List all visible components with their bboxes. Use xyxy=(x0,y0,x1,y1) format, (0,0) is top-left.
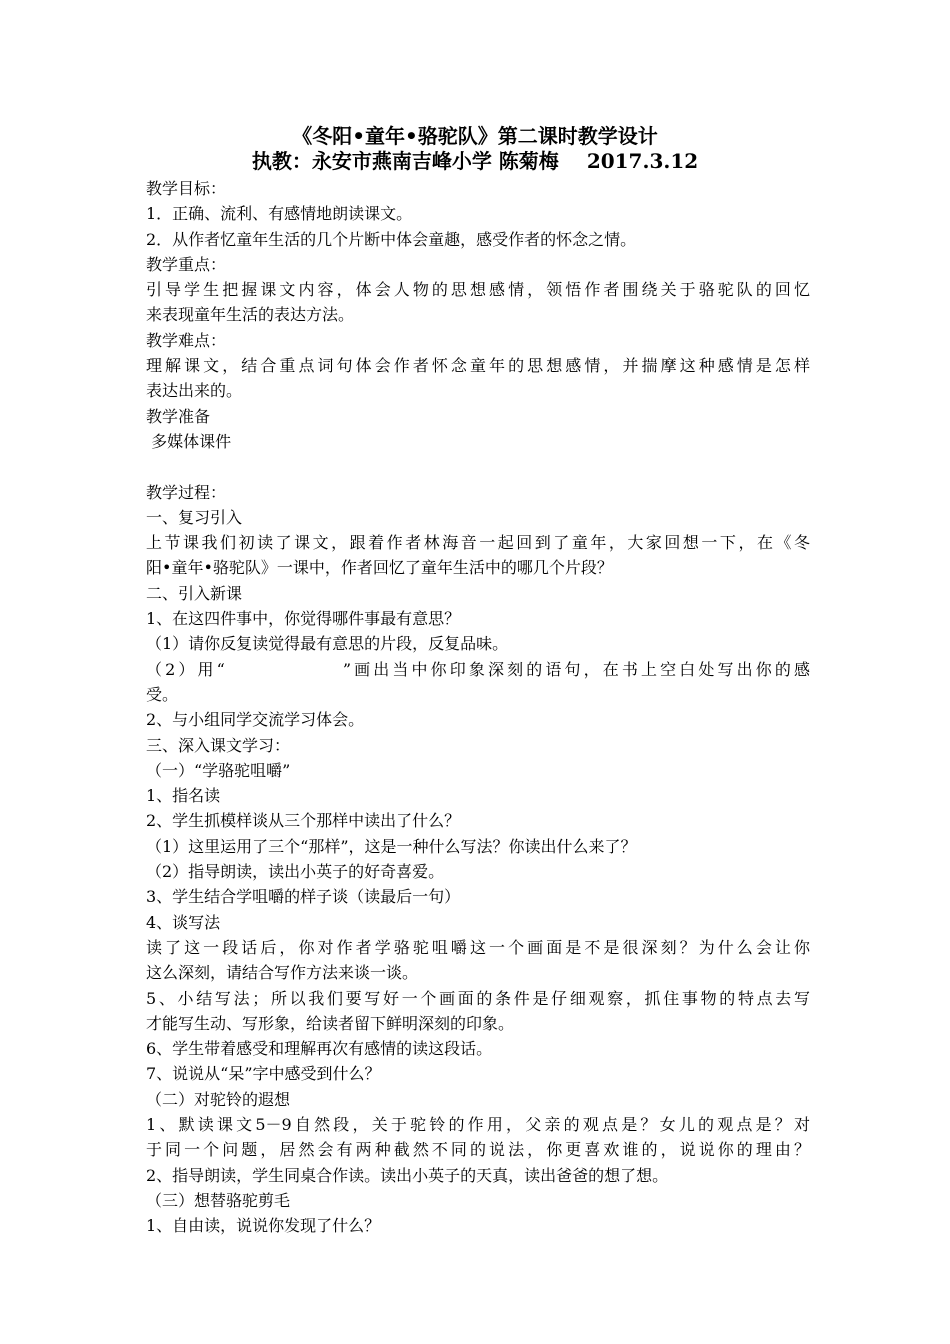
paragraph-line: 引导学生把握课文内容，体会人物的思想感情，领悟作者围绕关于骆驼队的回忆 xyxy=(146,280,810,300)
list-item xyxy=(146,657,810,682)
date-text: 2017.3.12 xyxy=(586,149,699,173)
section-heading-difficulties: 教学难点： xyxy=(146,330,227,350)
section-heading-process: 教学过程： xyxy=(146,482,227,502)
paragraph-line: 才能写生动、写形象，给读者留下鲜明深刻的印象。 xyxy=(146,1013,515,1033)
list-item: 1、指名读 xyxy=(146,786,221,806)
objective-item: 1．正确、流利、有感情地朗读课文。 xyxy=(146,204,413,224)
list-item: 4、谈写法 xyxy=(146,912,221,932)
list-item: 7、说说从“呆”字中感受到什么？ xyxy=(146,1064,381,1084)
list-item: 1、默读课文5－9自然段，关于驼铃的作用，父亲的观点是？女儿的观点是？对 xyxy=(146,1114,810,1134)
list-item: （1）这里运用了三个“那样”，这是一种什么写法？你读出什么来了？ xyxy=(146,836,637,856)
list-item: 1、自由读，说说你发现了什么？ xyxy=(146,1216,381,1236)
paragraph-line: 于同一个问题，居然会有两种截然不同的说法，你更喜欢谁的，说说你的理由？ xyxy=(146,1140,810,1160)
paragraph-line: 受。 xyxy=(146,684,179,704)
blank-line xyxy=(146,454,810,479)
paragraph-line: 理解课文，结合重点词句体会作者怀念童年的思想感情，并揣摩这种感情是怎样 xyxy=(146,356,810,376)
line-part: ”画出当中你印象深刻的语句，在书上空白处写出你的感 xyxy=(342,659,810,679)
step-heading: 三、深入课文学习： xyxy=(146,735,291,755)
paragraph-line: 来表现童年生活的表达方法。 xyxy=(146,305,355,325)
sub-heading: （二）对驼铃的遐想 xyxy=(146,1089,291,1109)
paragraph-line: 表达出来的。 xyxy=(146,381,243,401)
section-heading-objectives: 教学目标： xyxy=(146,179,227,198)
list-item: 6、学生带着感受和理解再次有感情的读这段话。 xyxy=(146,1039,493,1059)
list-item: 2、指导朗读，学生同桌合作读。读出小英子的天真，读出爸爸的想了想。 xyxy=(146,1165,669,1185)
sub-heading: （三）想替骆驼剪毛 xyxy=(146,1190,291,1210)
list-item: 2、学生抓模样谈从三个那样中读出了什么？ xyxy=(146,811,461,831)
author-line: 执教：永安市燕南吉峰小学 陈菊梅 xyxy=(251,149,559,173)
document-title: 《冬阳•童年•骆驼队》第二课时教学设计 xyxy=(292,124,658,148)
section-heading-key-points: 教学重点： xyxy=(146,254,227,274)
list-item: 2、与小组同学交流学习体会。 xyxy=(146,710,365,730)
list-item: 1、在这四件事中，你觉得哪件事最有意思？ xyxy=(146,609,461,629)
step-heading: 二、引入新课 xyxy=(146,583,243,603)
step-heading: 一、复习引入 xyxy=(146,507,243,527)
paragraph-line: 上节课我们初读了课文，跟着作者林海音一起回到了童年，大家回想一下，在《冬 xyxy=(146,533,810,553)
sub-heading: （一）“学骆驼咀嚼” xyxy=(146,760,291,780)
list-item: 3、学生结合学咀嚼的样子谈（读最后一句） xyxy=(146,887,461,907)
paragraph-line: 读了这一段话后，你对作者学骆驼咀嚼这一个画面是不是很深刻？为什么会让你 xyxy=(146,937,810,957)
list-item: （1）请你反复读觉得最有意思的片段，反复品味。 xyxy=(146,634,509,654)
document-body xyxy=(146,176,810,1238)
list-item: 5、小结写法；所以我们要写好一个画面的条件是仔细观察，抓住事物的特点去写 xyxy=(146,988,810,1008)
objective-item: 2．从作者忆童年生活的几个片断中体会童趣，感受作者的怀念之情。 xyxy=(146,229,637,249)
paragraph-line: 这么深刻，请结合写作方法来谈一谈。 xyxy=(146,963,419,983)
paragraph-line: 多媒体课件 xyxy=(146,431,232,451)
list-item: （2）指导朗读，读出小英子的好奇喜爱。 xyxy=(146,862,445,882)
section-heading-preparation: 教学准备 xyxy=(146,406,211,426)
paragraph-line: 阳•童年•骆驼队》一课中，作者回忆了童年生活中的哪几个片段？ xyxy=(146,558,613,578)
line-part: （2）用“ xyxy=(146,659,225,679)
document-subtitle xyxy=(0,148,950,174)
